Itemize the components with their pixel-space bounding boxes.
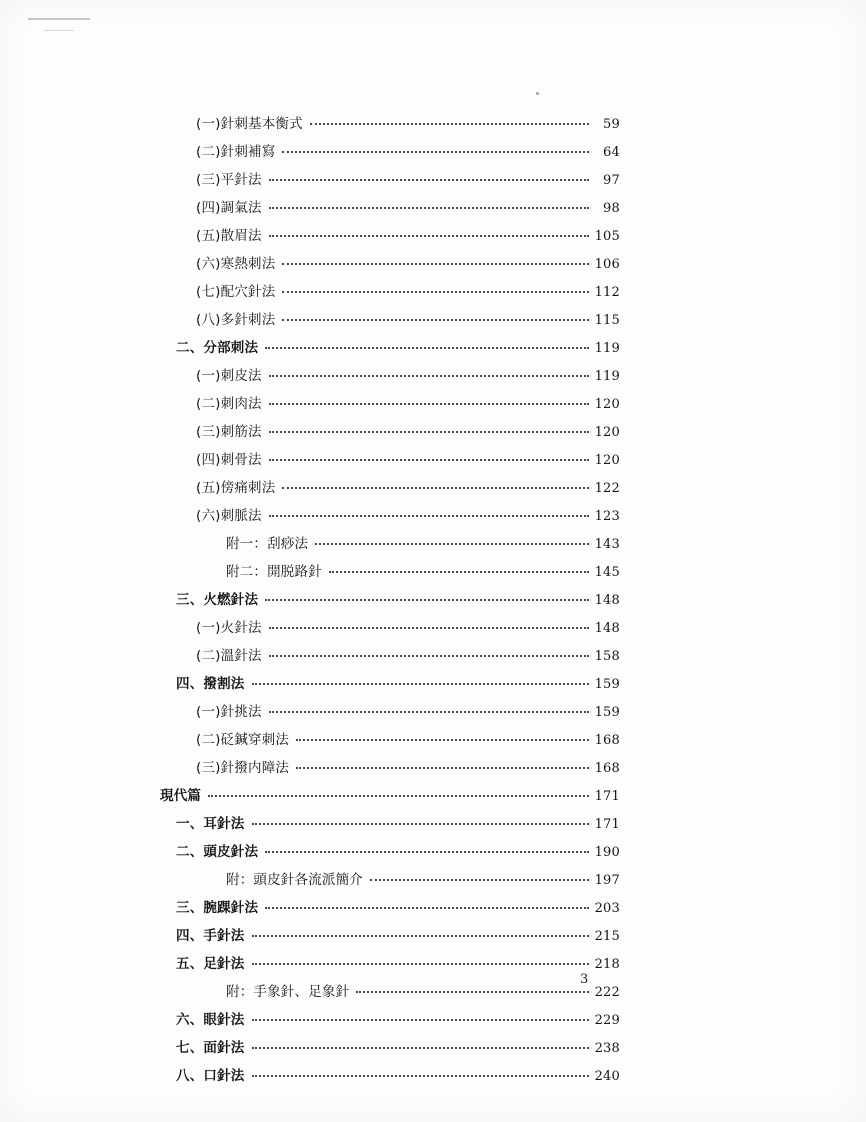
toc-entry-label: (六)寒熱刺法	[196, 256, 276, 272]
toc-entry-label: (三)刺筋法	[196, 424, 262, 440]
toc-entry-page: 143	[594, 537, 620, 552]
toc-entry-label: 四、撥割法	[176, 676, 245, 692]
toc-entry-label: 五、足針法	[176, 956, 245, 972]
toc-entry-label: 三、腕踝針法	[176, 900, 259, 916]
toc-entry-label: (一)針挑法	[196, 704, 262, 720]
toc-leader-dots	[282, 263, 589, 265]
toc-entry-page: 197	[594, 873, 620, 888]
toc-entry[interactable]	[160, 930, 620, 958]
toc-leader-dots	[315, 543, 589, 545]
toc-leader-dots	[252, 1047, 590, 1049]
toc-entry[interactable]	[160, 846, 620, 874]
toc-entry-page: 168	[594, 761, 620, 776]
toc-entry[interactable]	[160, 482, 620, 510]
toc-entry[interactable]	[160, 538, 620, 566]
toc-entry-page: 218	[594, 957, 620, 972]
toc-entry-page: 119	[594, 341, 620, 356]
toc-leader-dots	[252, 1019, 590, 1021]
toc-leader-dots	[296, 767, 589, 769]
toc-leader-dots	[269, 403, 589, 405]
toc-leader-dots	[265, 347, 589, 349]
toc-entry-label: (四)刺骨法	[196, 452, 262, 468]
toc-leader-dots	[252, 963, 590, 965]
toc-entry[interactable]	[160, 454, 620, 482]
toc-leader-dots	[282, 319, 589, 321]
toc-entry-page: 240	[594, 1069, 620, 1084]
toc-entry-label: 附：頭皮針各流派簡介	[226, 872, 363, 888]
toc-entry-label: 一、耳針法	[176, 816, 245, 832]
toc-entry[interactable]	[160, 678, 620, 706]
toc-leader-dots	[269, 711, 589, 713]
toc-entry-page: 222	[594, 985, 620, 1000]
toc-leader-dots	[269, 375, 589, 377]
toc-entry[interactable]	[160, 958, 620, 986]
toc-entry-page: 203	[594, 901, 620, 916]
toc-leader-dots	[269, 459, 589, 461]
scan-artifact-rule-secondary	[44, 30, 74, 31]
toc-entry[interactable]	[160, 174, 620, 202]
toc-leader-dots	[252, 935, 590, 937]
toc-entry-page: 122	[594, 481, 620, 496]
toc-entry-label: (八)多針刺法	[196, 312, 276, 328]
toc-entry[interactable]	[160, 566, 620, 594]
toc-entry-label: 二、頭皮針法	[176, 844, 259, 860]
toc-entry[interactable]	[160, 230, 620, 258]
toc-leader-dots	[370, 879, 589, 881]
toc-entry-label: (二)刺肉法	[196, 396, 262, 412]
toc-entry-label: (二)針刺補寫	[196, 144, 276, 160]
toc-leader-dots	[282, 151, 589, 153]
toc-leader-dots	[269, 179, 589, 181]
toc-entry-page: 64	[603, 145, 620, 160]
toc-entry-page: 171	[594, 817, 620, 832]
toc-entry[interactable]	[160, 986, 620, 1014]
toc-entry-label: (二)砭鍼穿刺法	[196, 732, 290, 748]
toc-entry[interactable]	[160, 510, 620, 538]
toc-leader-dots	[269, 515, 589, 517]
toc-leader-dots	[265, 599, 589, 601]
toc-entry-page: 158	[594, 649, 620, 664]
toc-entry-label: 附：手象針、足象針	[226, 984, 350, 1000]
toc-entry[interactable]	[160, 1042, 620, 1070]
toc-entry-page: 119	[594, 369, 620, 384]
toc-entry[interactable]	[160, 426, 620, 454]
toc-entry[interactable]	[160, 258, 620, 286]
toc-entry-page: 59	[603, 117, 620, 132]
toc-entry-page: 159	[594, 705, 620, 720]
toc-entry-label: (三)針撥内障法	[196, 760, 290, 776]
toc-leader-dots	[282, 487, 589, 489]
toc-entry[interactable]	[160, 762, 620, 790]
toc-entry[interactable]	[160, 286, 620, 314]
toc-entry-label: (五)散眉法	[196, 228, 262, 244]
scan-artifact-dot	[536, 92, 539, 95]
toc-entry-label: 四、手針法	[176, 928, 245, 944]
toc-entry-page: 115	[594, 313, 620, 328]
toc-entry-page: 148	[594, 593, 620, 608]
toc-entry[interactable]	[160, 818, 620, 846]
toc-entry-page: 168	[594, 733, 620, 748]
table-of-contents	[160, 118, 620, 1098]
toc-entry[interactable]	[160, 734, 620, 762]
toc-entry[interactable]	[160, 398, 620, 426]
toc-entry-page: 106	[594, 257, 620, 272]
toc-leader-dots	[269, 431, 589, 433]
toc-entry[interactable]	[160, 342, 620, 370]
toc-entry-label: (七)配穴針法	[196, 284, 276, 300]
toc-entry-page: 112	[594, 285, 620, 300]
toc-leader-dots	[329, 571, 589, 573]
toc-entry-label: 六、眼針法	[176, 1012, 245, 1028]
toc-entry-page: 159	[594, 677, 620, 692]
toc-entry-label: 附二：開脱路針	[226, 564, 322, 580]
toc-entry-page: 229	[594, 1013, 620, 1028]
scan-artifact-rule	[28, 18, 90, 20]
toc-leader-dots	[208, 795, 589, 797]
toc-entry[interactable]	[160, 706, 620, 734]
toc-entry-label: (四)調氣法	[196, 200, 262, 216]
toc-leader-dots	[269, 207, 589, 209]
toc-leader-dots	[269, 655, 589, 657]
toc-entry-label: (五)傍痛刺法	[196, 480, 276, 496]
toc-entry-page: 105	[594, 229, 620, 244]
toc-entry-label: 二、分部刺法	[176, 340, 259, 356]
toc-entry-page: 98	[603, 201, 620, 216]
toc-entry[interactable]	[160, 594, 620, 622]
toc-entry-label: (一)火針法	[196, 620, 262, 636]
toc-leader-dots	[356, 991, 589, 993]
toc-entry-label: (三)平針法	[196, 172, 262, 188]
toc-entry[interactable]	[160, 1070, 620, 1098]
toc-entry[interactable]	[160, 146, 620, 174]
toc-entry-page: 215	[594, 929, 620, 944]
toc-leader-dots	[282, 291, 589, 293]
toc-entry-label: (六)刺脈法	[196, 508, 262, 524]
toc-entry-label: (二)溫針法	[196, 648, 262, 664]
toc-entry-page: 123	[594, 509, 620, 524]
toc-leader-dots	[252, 1075, 590, 1077]
toc-entry-label: 七、面針法	[176, 1040, 245, 1056]
toc-entry-page: 145	[594, 565, 620, 580]
toc-leader-dots	[252, 683, 590, 685]
toc-entry[interactable]	[160, 202, 620, 230]
page-number: 3	[580, 972, 589, 987]
toc-entry-label: (一)刺皮法	[196, 368, 262, 384]
toc-entry-page: 148	[594, 621, 620, 636]
toc-leader-dots	[269, 235, 589, 237]
toc-leader-dots	[310, 123, 589, 125]
toc-leader-dots	[265, 851, 589, 853]
toc-entry-page: 120	[594, 425, 620, 440]
toc-entry-label: (一)針刺基本衡式	[196, 116, 303, 132]
toc-entry[interactable]	[160, 622, 620, 650]
toc-entry[interactable]	[160, 314, 620, 342]
toc-entry[interactable]	[160, 118, 620, 146]
toc-leader-dots	[269, 627, 589, 629]
toc-leader-dots	[252, 823, 590, 825]
toc-entry[interactable]	[160, 1014, 620, 1042]
toc-entry-page: 171	[594, 789, 620, 804]
toc-leader-dots	[296, 739, 589, 741]
toc-entry[interactable]	[160, 790, 620, 818]
toc-entry-page: 238	[594, 1041, 620, 1056]
toc-entry[interactable]	[160, 902, 620, 930]
toc-entry-page: 190	[594, 845, 620, 860]
toc-entry-label: 八、口針法	[176, 1068, 245, 1084]
toc-entry[interactable]	[160, 370, 620, 398]
toc-entry-label: 三、火燃針法	[176, 592, 259, 608]
toc-entry[interactable]	[160, 874, 620, 902]
toc-entry-page: 120	[594, 453, 620, 468]
toc-entry-page: 97	[603, 173, 620, 188]
toc-entry-label: 附一：刮痧法	[226, 536, 309, 552]
toc-entry-label: 現代篇	[160, 788, 202, 804]
toc-entry[interactable]	[160, 650, 620, 678]
toc-entry-page: 120	[594, 397, 620, 412]
toc-leader-dots	[265, 907, 589, 909]
